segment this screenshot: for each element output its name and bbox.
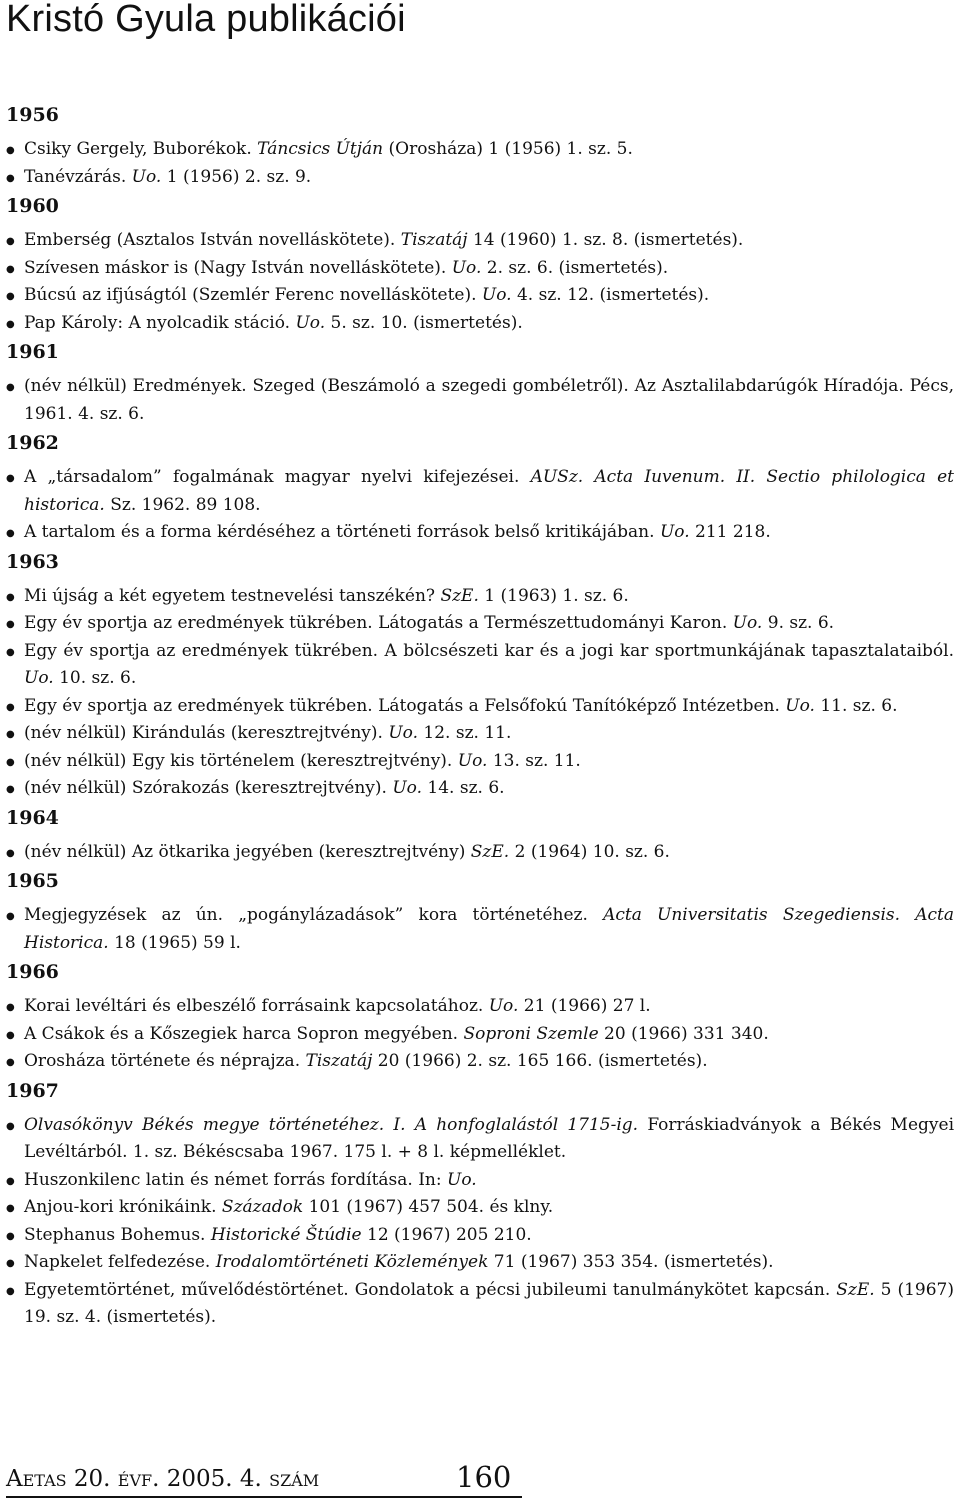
publication-entry xyxy=(6,775,954,803)
publication-source: Irodalomtörténeti Közlemények xyxy=(215,1252,489,1272)
publication-list xyxy=(6,100,954,1332)
publication-text: 14. sz. 6. xyxy=(422,778,505,798)
publication-items xyxy=(6,464,954,547)
publication-entry xyxy=(6,1112,954,1167)
publication-text: Egyetemtörténet, művelődéstörténet. Gondolatok a pécsi jubileumi tanulmánykötet kapcsán. xyxy=(24,1279,837,1300)
publication-items xyxy=(6,1112,954,1332)
publication-text: 4. sz. 12. (ismertetés). xyxy=(511,285,710,305)
publication-text: (név nélkül) Szórakozás (keresztrejtvény). xyxy=(24,778,393,798)
publication-source: Uo. xyxy=(392,778,422,798)
publication-text: (név nélkül) Az ötkarika jegyében (keresztrejtvény) xyxy=(24,841,471,862)
publication-text: Forráskiadványok a Békés Megyei Levéltárból. 1. sz. Békéscsaba 1967. 175 l. + 8 l. képmelléklet. xyxy=(24,1114,955,1162)
publication-source: SzE. xyxy=(836,1279,875,1300)
publication-text: Huszonkilenc latin és német forrás fordítása. In: xyxy=(24,1169,447,1190)
year-section xyxy=(6,428,954,547)
publication-entry xyxy=(6,1249,954,1277)
year-heading: 1965 xyxy=(6,870,59,892)
publication-text: Pap Károly: A nyolcadik stáció. xyxy=(24,312,296,333)
publication-source: Uo. xyxy=(732,613,763,633)
publication-source: Táncsics Útján xyxy=(257,139,384,159)
publication-source: Uo. xyxy=(24,668,54,688)
publication-text: Sz. 1962. 89 108. xyxy=(104,494,261,515)
publication-items xyxy=(6,136,954,191)
year-heading: 1967 xyxy=(6,1079,59,1102)
publication-text: Stephanus Bohemus. xyxy=(24,1224,211,1245)
publication-source: Acta Universitatis Szegediensis. Acta Historica. xyxy=(24,905,954,953)
publication-source: Uo. xyxy=(481,285,512,305)
publication-text: (név nélkül) Egy kis történelem (keresztrejtvény). xyxy=(24,750,458,771)
publication-text: 9. sz. 6. xyxy=(762,613,835,633)
year-section xyxy=(6,337,954,428)
publication-source: Tiszatáj xyxy=(400,230,468,250)
publication-text: 11. sz. 6. xyxy=(814,695,898,716)
publication-text: 10. sz. 6. xyxy=(53,668,137,688)
publication-text: (Orosháza) 1 (1956) 1. sz. 5. xyxy=(383,139,633,159)
publication-entry xyxy=(6,720,954,748)
publication-items xyxy=(6,839,954,867)
publication-source: Századok xyxy=(221,1197,304,1217)
publication-text: A tartalom és a forma kérdéséhez a történeti források belső kritikájában. xyxy=(24,522,660,542)
footer-rule xyxy=(6,1496,522,1498)
publication-text: Szívesen máskor is (Nagy István novelláskötete). xyxy=(24,257,452,278)
publication-text: 1 (1963) 1. sz. 6. xyxy=(478,585,629,606)
publication-entry xyxy=(6,748,954,776)
publication-text: Csiky Gergely, Buborékok. xyxy=(24,139,258,159)
publication-text: 20 (1966) 2. sz. 165 166. (ismertetés). xyxy=(372,1051,708,1071)
publication-entry xyxy=(6,227,954,255)
publication-source: Soproni Szemle xyxy=(463,1023,599,1044)
publication-text: 71 (1967) 353 354. (ismertetés). xyxy=(488,1252,774,1272)
publication-entry xyxy=(6,310,954,338)
publication-text: Egy év sportja az eredmények tükrében. Látogatás a Természettudományi Karon. xyxy=(24,613,733,633)
publication-text: 12 (1967) 205 210. xyxy=(361,1224,532,1245)
publication-entry xyxy=(6,693,954,721)
year-section xyxy=(6,191,954,337)
publication-source: SzE. xyxy=(440,585,479,606)
publication-entry xyxy=(6,1021,954,1049)
publication-entry xyxy=(6,839,954,867)
publication-text: A Csákok és a Kőszegiek harca Sopron megyében. xyxy=(24,1023,464,1044)
publication-text: 211 218. xyxy=(689,522,771,542)
publication-text: Napkelet felfedezése. xyxy=(24,1252,216,1272)
publication-entry xyxy=(6,164,954,192)
publication-text: 14 (1960) 1. sz. 8. (ismertetés). xyxy=(467,230,744,250)
publication-entry xyxy=(6,902,954,957)
year-section xyxy=(6,957,954,1076)
footer-journal-text: Aetas 20. évf. 2005. 4. szám xyxy=(6,1466,320,1492)
publication-entry xyxy=(6,255,954,283)
publication-entry xyxy=(6,610,954,638)
publication-text: 20 (1966) 331 340. xyxy=(598,1023,769,1044)
publication-entry xyxy=(6,993,954,1021)
publication-text: Orosháza története és néprajza. xyxy=(24,1051,306,1071)
page-number: 160 xyxy=(456,1460,512,1494)
year-heading: 1966 xyxy=(6,961,59,983)
publication-entry xyxy=(6,583,954,611)
publication-source: Uo. xyxy=(659,522,690,542)
publication-text: Egy év sportja az eredmények tükrében. Látogatás a Felsőfokú Tanítóképző Intézetben. xyxy=(24,695,786,716)
page-title: Kristó Gyula publikációi xyxy=(6,0,406,40)
publication-entry xyxy=(6,282,954,310)
publication-text: 12. sz. 11. xyxy=(418,723,512,743)
publication-text: Korai levéltári és elbeszélő forrásaink kapcsolatához. xyxy=(24,996,489,1016)
publication-text: Tanévzárás. xyxy=(24,166,132,187)
footer-journal xyxy=(6,1466,319,1492)
publication-source: Uo. xyxy=(785,695,815,716)
publication-text: Anjou-kori krónikáink. xyxy=(24,1197,222,1217)
publication-source: Tiszatáj xyxy=(305,1051,373,1071)
publication-items xyxy=(6,902,954,957)
publication-source: SzE. xyxy=(470,841,510,862)
publication-source: Uo. xyxy=(488,996,519,1016)
publication-source: Uo. xyxy=(451,257,482,278)
year-section xyxy=(6,866,954,957)
publication-entry xyxy=(6,519,954,547)
year-heading: 1956 xyxy=(6,104,59,126)
year-heading: 1962 xyxy=(6,432,59,454)
publication-text: (név nélkül) Kirándulás (keresztrejtvény). xyxy=(24,723,389,743)
publication-text: 21 (1966) 27 l. xyxy=(518,996,651,1016)
publication-source: Uo. xyxy=(388,723,419,743)
publication-text: 2. sz. 6. (ismertetés). xyxy=(481,257,669,278)
publication-text: 2 (1964) 10. sz. 6. xyxy=(509,841,670,862)
publication-text: 101 (1967) 457 504. és klny. xyxy=(303,1197,554,1217)
publication-source: Uo. xyxy=(295,312,326,333)
publication-entry xyxy=(6,373,954,428)
year-heading: 1961 xyxy=(6,341,59,363)
publication-entry xyxy=(6,638,954,693)
year-section xyxy=(6,547,954,803)
publication-entry xyxy=(6,1277,954,1332)
publication-text: Emberség (Asztalos István novelláskötete). xyxy=(24,230,401,250)
publication-items xyxy=(6,993,954,1076)
publication-text: 5 (1967) 19. sz. 4. (ismertetés). xyxy=(24,1279,954,1327)
year-heading: 1964 xyxy=(6,806,59,829)
year-section xyxy=(6,803,954,867)
publication-items xyxy=(6,227,954,337)
publication-items xyxy=(6,583,954,803)
publication-entry xyxy=(6,1194,954,1222)
publication-entry xyxy=(6,136,954,164)
publication-text: 13. sz. 11. xyxy=(487,750,581,771)
year-heading: 1963 xyxy=(6,550,59,573)
publication-text: 5. sz. 10. (ismertetés). xyxy=(325,312,523,333)
publication-source: Historické Štúdie xyxy=(210,1224,362,1245)
publication-text: (név nélkül) Eredmények. Szeged (Beszámoló a szegedi gombéletről). Az Asztalilabdarúgók Híradója. Pécs, 1961. 4. sz. 6. xyxy=(24,376,954,424)
year-section xyxy=(6,1076,954,1332)
publication-text: Egy év sportja az eredmények tükrében. A bölcsészeti kar és a jogi kar sportmunkájának tapasztalataiból. xyxy=(24,640,954,661)
publication-source: Uo. xyxy=(131,166,162,187)
publication-source: Olvasókönyv Békés megye történetéhez. I. A honfoglalástól 1715-ig. xyxy=(24,1114,639,1135)
year-section xyxy=(6,100,954,191)
publication-items xyxy=(6,373,954,428)
publication-entry xyxy=(6,1167,954,1195)
publication-source: AUSz. Acta Iuvenum. II. Sectio philologica et historica. xyxy=(24,467,954,515)
publication-text: 1 (1956) 2. sz. 9. xyxy=(161,166,312,187)
publication-entry xyxy=(6,1222,954,1250)
publication-text: 18 (1965) 59 l. xyxy=(108,932,241,953)
publication-entry xyxy=(6,1048,954,1076)
publication-source: Uo. xyxy=(457,750,488,771)
publication-entry xyxy=(6,464,954,519)
year-heading: 1960 xyxy=(6,195,59,217)
publication-text: A „társadalom” fogalmának magyar nyelvi kifejezései. xyxy=(24,467,531,487)
publication-text: Búcsú az ifjúságtól (Szemlér Ferenc novelláskötete). xyxy=(24,285,482,305)
publication-text: Megjegyzések az ún. „pogánylázadások” kora történetéhez. xyxy=(24,905,604,925)
publication-text: Mi újság a két egyetem testnevelési tanszékén? xyxy=(24,585,441,606)
publication-source: Uo. xyxy=(447,1169,477,1190)
